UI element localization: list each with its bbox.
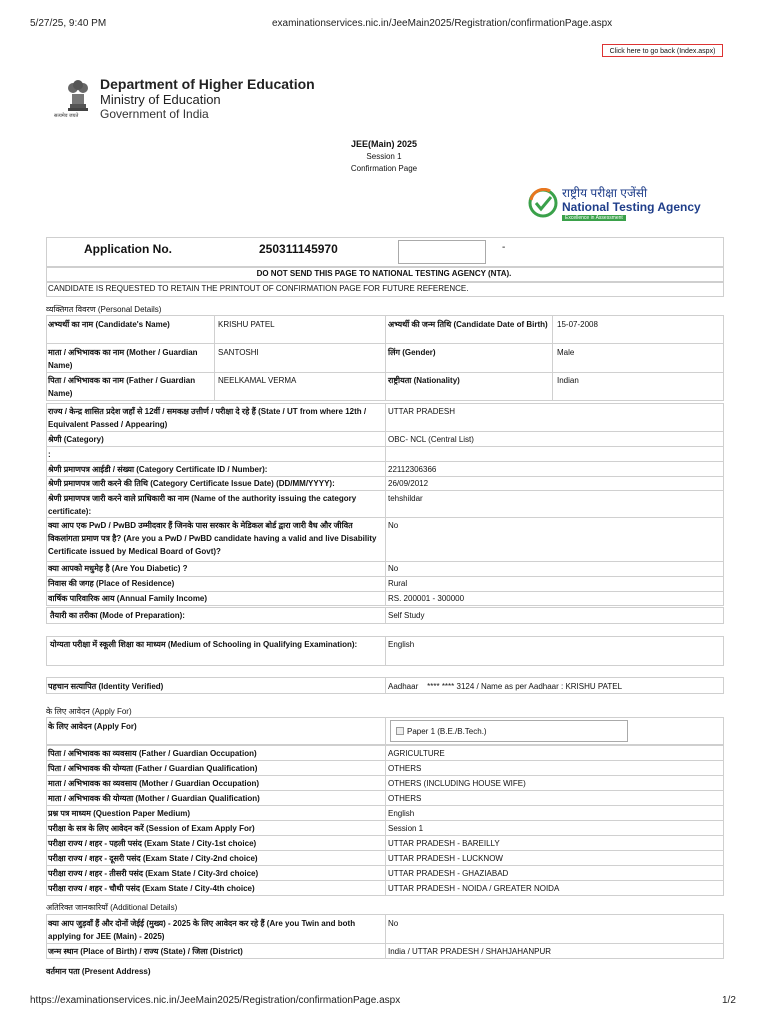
photo-placeholder — [398, 240, 486, 264]
apply-label-city-4: परीक्षा राज्य / शहर - चौथी पसंद (Exam State / City-4th choice) — [48, 884, 255, 893]
apply-value-paper-medium: English — [388, 809, 415, 818]
apply-value-city-1: UTTAR PRADESH - BAREILLY — [388, 839, 500, 848]
additional-label-birthplace: जन्म स्थान (Place of Birth) / राज्य (State) / जिला (District) — [48, 947, 243, 956]
detail-value-medium: English — [388, 640, 415, 649]
detail-label-prep: तैयारी का तरीका (Mode of Preparation): — [50, 611, 185, 620]
detail-label-cert-id: श्रेणी प्रमाणपत्र आईडी / संख्या (Category Certificate ID / Number): — [48, 465, 268, 474]
apply-value-father-qualification: OTHERS — [388, 764, 422, 773]
apply-value-session: Session 1 — [388, 824, 424, 833]
apply-label-session: परीक्षा के सत्र के लिए आवेदन करें (Session of Exam Apply For) — [48, 824, 255, 833]
emblem-motto: सत्यमेव जयते — [54, 113, 79, 119]
section-apply-title: के लिए आवेदन (Apply For) — [46, 707, 132, 716]
dept-line1: Department of Higher Education — [100, 76, 315, 92]
apply-value-city-2: UTTAR PRADESH - LUCKNOW — [388, 854, 503, 863]
print-url-footer: https://examinationservices.nic.in/JeeMain2025/Registration/confirmationPage.aspx — [30, 995, 401, 1006]
father-name-label: पिता / अभिभावक का नाम (Father / Guardian Name) — [48, 376, 196, 398]
detail-value-cert-id: 22112306366 — [388, 465, 437, 474]
paper-checkbox[interactable] — [396, 727, 404, 735]
mother-name-label: माता / अभिभावक का नाम (Mother / Guardian Name) — [48, 348, 198, 370]
nationality-value: Indian — [557, 376, 579, 385]
mother-name-value: SANTOSHI — [218, 348, 259, 357]
nta-tagline: Excellence in Assessment — [562, 215, 626, 221]
print-url: examinationservices.nic.in/JeeMain2025/Registration/confirmationPage.aspx — [272, 18, 613, 29]
father-name-value: NEELKAMAL VERMA — [218, 376, 297, 385]
application-dash: - — [502, 242, 506, 253]
detail-label-cert-authority: श्रेणी प्रमाणपत्र जारी करने वाले प्राधिकारी का नाम (Name of the authority issuing the category certificate): — [48, 494, 357, 516]
apply-label-father-occupation: पिता / अभिभावक का व्यवसाय (Father / Guardian Occupation) — [48, 749, 257, 758]
dept-line3: Government of India — [100, 107, 209, 121]
candidate-name-value: KRISHU PATEL — [218, 320, 275, 329]
detail-label-state: राज्य / केन्द्र शासित प्रदेश जहाँ से 12वीं / समकक्ष उत्तीर्ण / परीक्षा दे रहे हैं (State / UT from where 12th / Equivalent Passed / Appearing) — [48, 407, 367, 429]
detail-label-pwd: क्या आप एक PwD / PwBD उम्मीदवार हैं जिनके पास सरकार के मेडिकल बोर्ड द्वारा जारी वैध और जीवित विकलांगता प्रमाण पत्र है? (Are you a PwD / PwBD candidate having a valid and live Disability Certificate issued by Medical Board of Govt)? — [48, 521, 377, 556]
section-additional-title: अतिरिक्त जानकारियाँ (Additional Details) — [46, 903, 178, 912]
detail-value-prep: Self Study — [388, 611, 425, 620]
detail-label-diabetic: क्या आपको मधुमेह है (Are You Diabetic) ? — [48, 564, 188, 573]
apply-value-city-4: UTTAR PRADESH - NOIDA / GREATER NOIDA — [388, 884, 560, 893]
detail-label-medium: योग्यता परीक्षा में स्कूली शिक्षा का माध्यम (Medium of Schooling in Qualifying Examination): — [50, 640, 358, 649]
additional-label-twin: क्या आप जुड़वाँ हैं और दोनों जेईई (मुख्य) - 2025 के लिए आवेदन कर रहे हैं (Are you Twin and both applying for JEE (Main) - 2025) — [48, 919, 356, 941]
paper-label: Paper 1 (B.E./B.Tech.) — [407, 727, 487, 736]
notice-1: DO NOT SEND THIS PAGE TO NATIONAL TESTING AGENCY (NTA). — [256, 269, 512, 278]
nta-check-icon — [528, 188, 558, 218]
nta-english: National Testing Agency — [562, 200, 701, 214]
detail-label-identity: पहचान सत्यापित (Identity Verified) — [48, 682, 164, 691]
apply-label-paper-medium: प्रश्न पत्र माध्यम (Question Paper Medium) — [48, 809, 191, 818]
candidate-name-label: अभ्यर्थी का नाम (Candidate's Name) — [48, 320, 170, 329]
detail-label-income: वार्षिक पारिवारिक आय (Annual Family Income) — [48, 594, 208, 603]
session-title: Session 1 — [366, 152, 402, 161]
gender-value: Male — [557, 348, 575, 357]
confirmation-title: Confirmation Page — [350, 164, 418, 173]
detail-label-residence: निवास की जगह (Place of Residence) — [48, 579, 175, 588]
detail-value-residence: Rural — [388, 579, 408, 588]
additional-value-twin: No — [388, 919, 399, 928]
detail-value-cert-date: 26/09/2012 — [388, 479, 429, 488]
apply-value-father-occupation: AGRICULTURE — [388, 749, 445, 758]
detail-label-blank: : — [48, 450, 51, 459]
nta-hindi: राष्ट्रीय परीक्षा एजेंसी — [562, 186, 648, 200]
detail-value-pwd: No — [388, 521, 399, 530]
apply-label-city-2: परीक्षा राज्य / शहर - दूसरी पसंद (Exam State / City-2nd choice) — [48, 854, 258, 863]
apply-for-label: के लिए आवेदन (Apply For) — [48, 722, 137, 731]
dob-label: अभ्यर्थी की जन्म तिथि (Candidate Date of Birth) — [388, 320, 548, 329]
print-page-number: 1/2 — [722, 995, 736, 1006]
back-link[interactable]: Click here to go back (Index.aspx) — [602, 44, 723, 57]
additional-value-birthplace: India / UTTAR PRADESH / SHAHJAHANPUR — [388, 947, 551, 956]
apply-label-mother-occupation: माता / अभिभावक का व्यवसाय (Mother / Guardian Occupation) — [48, 779, 260, 788]
notice-2: CANDIDATE IS REQUESTED TO RETAIN THE PRINTOUT OF CONFIRMATION PAGE FOR FUTURE REFERENCE. — [48, 284, 469, 293]
detail-value-category: OBC- NCL (Central List) — [388, 435, 474, 444]
detail-label-category: श्रेणी (Category) — [48, 435, 104, 444]
dob-value: 15-07-2008 — [557, 320, 598, 329]
exam-title: JEE(Main) 2025 — [350, 139, 418, 149]
detail-label-cert-date: श्रेणी प्रमाणपत्र जारी करने की तिथि (Category Certificate Issue Date) (DD/MM/YYYY): — [48, 479, 335, 488]
detail-value-cert-authority: tehshildar — [388, 494, 423, 503]
detail-value-diabetic: No — [388, 564, 399, 573]
gender-label: लिंग (Gender) — [388, 348, 436, 357]
section-present-address-title: वर्तमान पता (Present Address) — [46, 967, 151, 976]
apply-label-city-1: परीक्षा राज्य / शहर - पहली पसंद (Exam State / City-1st choice) — [48, 839, 257, 848]
detail-value-identity: Aadhaar **** **** 3124 / Name as per Aadhaar : KRISHU PATEL — [388, 682, 623, 691]
apply-value-city-3: UTTAR PRADESH - GHAZIABAD — [388, 869, 509, 878]
detail-value-state: UTTAR PRADESH — [388, 407, 455, 416]
apply-label-mother-qualification: माता / अभिभावक की योग्यता (Mother / Guardian Qualification) — [48, 794, 260, 803]
application-number: 250311145970 — [259, 242, 338, 256]
section-personal-title: व्यक्तिगत विवरण (Personal Details) — [46, 305, 162, 314]
apply-value-mother-occupation: OTHERS (INCLUDING HOUSE WIFE) — [388, 779, 526, 788]
application-label: Application No. — [84, 242, 172, 256]
dept-line2: Ministry of Education — [100, 92, 221, 107]
detail-value-income: RS. 200001 - 300000 — [388, 594, 465, 603]
apply-label-father-qualification: पिता / अभिभावक की योग्यता (Father / Guardian Qualification) — [48, 764, 258, 773]
apply-label-city-3: परीक्षा राज्य / शहर - तीसरी पसंद (Exam State / City-3rd choice) — [48, 869, 259, 878]
national-emblem-icon — [62, 74, 94, 118]
apply-value-mother-qualification: OTHERS — [388, 794, 422, 803]
print-datetime: 5/27/25, 9:40 PM — [30, 18, 107, 29]
nationality-label: राष्ट्रीयता (Nationality) — [388, 376, 460, 385]
